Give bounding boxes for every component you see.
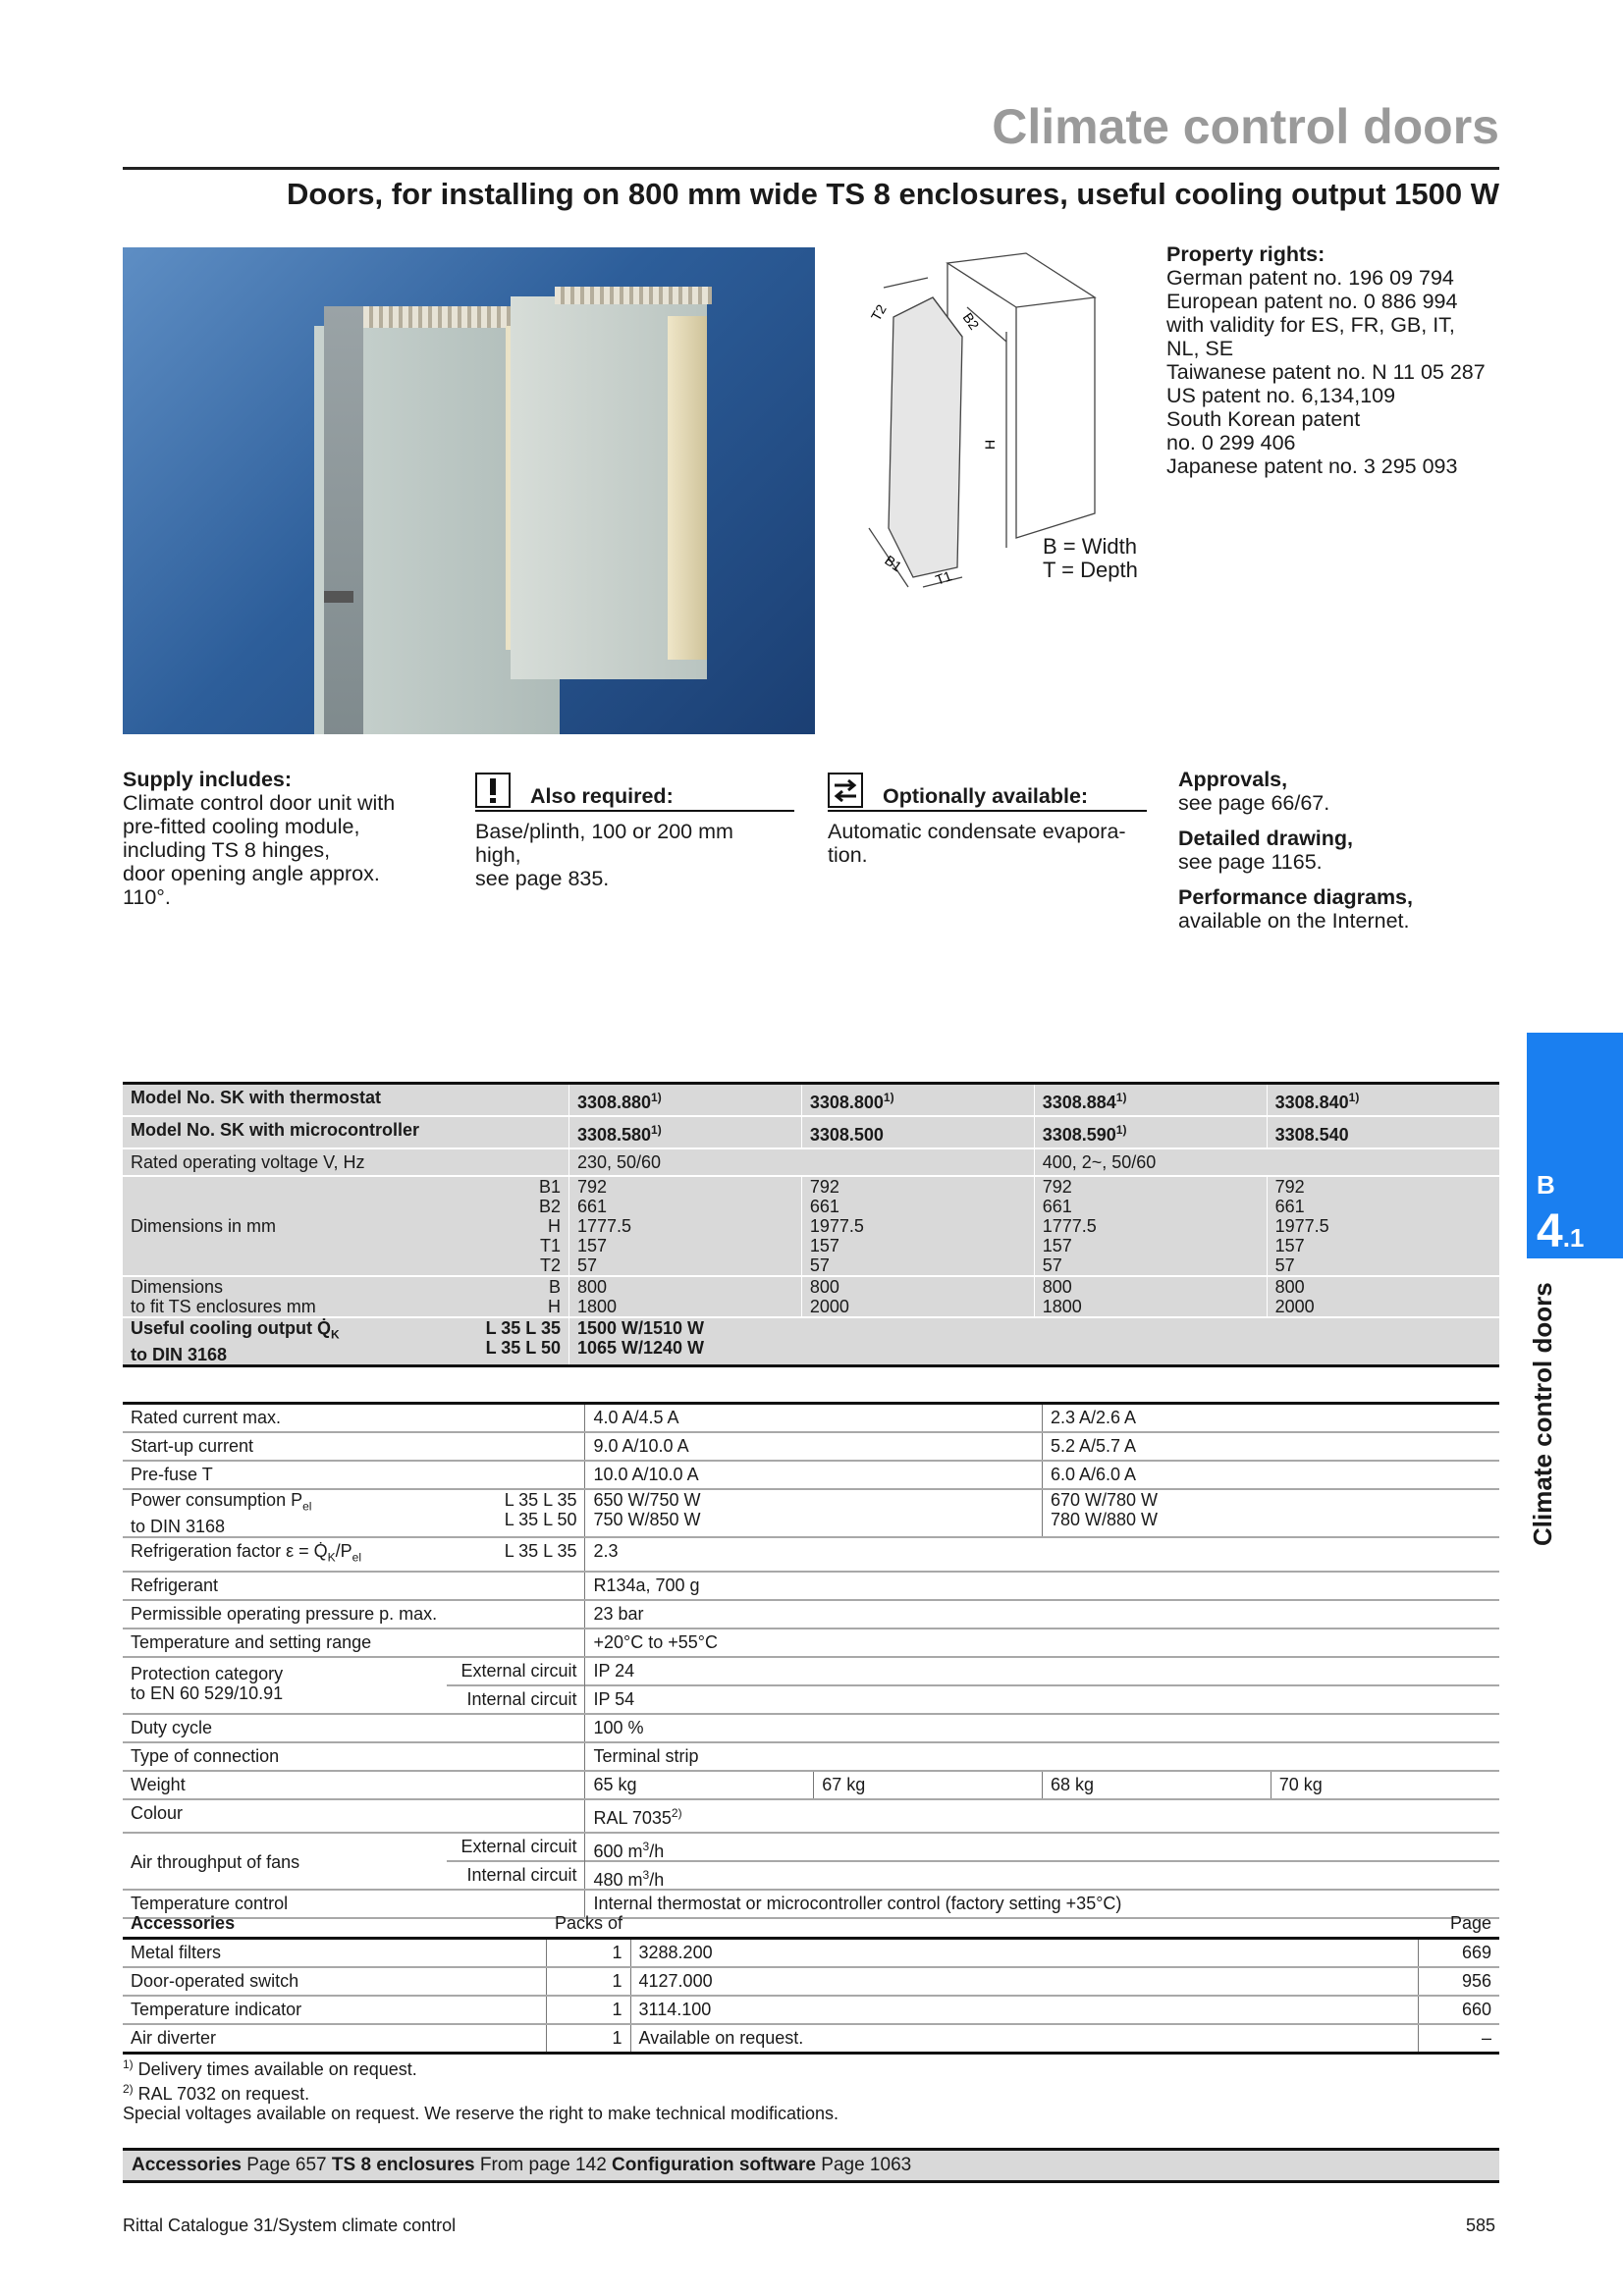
property-line: South Korean patent xyxy=(1166,407,1361,431)
table-row xyxy=(123,1600,1499,1629)
table-cell: 670 W/780 W 780 W/880 W xyxy=(1042,1489,1499,1537)
accessories-header xyxy=(123,1910,1499,1939)
table-row xyxy=(123,1317,1499,1365)
also-required-header xyxy=(475,773,794,812)
supply-line: pre-fitted cooling module, xyxy=(123,815,360,838)
property-line: Japanese patent no. 3 295 093 xyxy=(1166,454,1458,478)
label-b1: B1 xyxy=(882,552,905,575)
supply-line: 110°. xyxy=(123,885,171,909)
label-h: H xyxy=(982,439,998,450)
table-cell: 800 2000 xyxy=(1267,1276,1499,1317)
door-label-plate xyxy=(324,591,353,603)
circuit-labels: External circuit Internal circuit xyxy=(447,1834,584,1889)
also-required-line: Base/plinth, 100 or 200 mm xyxy=(475,820,733,843)
optionally-heading: Optionally available: xyxy=(882,784,1089,808)
spec-table-details xyxy=(123,1402,1499,1919)
optionally-available xyxy=(828,773,1147,867)
table-cell: 1500 W/1510 W 1065 W/1240 W xyxy=(568,1317,1499,1365)
info-links xyxy=(1178,768,1502,933)
cooling-label-cell xyxy=(123,1317,568,1365)
table-cell: 800 1800 xyxy=(1034,1276,1267,1317)
dimensions-keys: B1 B2 H T1 T2 xyxy=(538,1177,561,1275)
packs-heading: Packs of xyxy=(547,1910,630,1939)
table-cell: 650 W/750 W 750 W/850 W xyxy=(585,1489,1042,1537)
vent-grille-right xyxy=(555,287,712,304)
optionally-line: Automatic condensate evapora- xyxy=(828,820,1126,843)
table-cell: 5.2 A/5.7 A xyxy=(1042,1432,1499,1461)
table-cell: 3308.800$^{1)}$ xyxy=(801,1084,1034,1117)
row-label: Temperature and setting range xyxy=(123,1629,585,1657)
table-cell: 65 kg xyxy=(585,1771,814,1799)
table-cell: 3308.580$^{1)}$ xyxy=(568,1116,801,1148)
property-line: with validity for ES, FR, GB, IT, xyxy=(1166,313,1455,337)
table-row xyxy=(123,1537,1499,1573)
product-photo xyxy=(123,247,815,734)
fit-label-cell xyxy=(123,1276,568,1317)
property-line: NL, SE xyxy=(1166,337,1234,360)
accessories-table xyxy=(123,1910,1499,2055)
cross-reference-bar: Accessories Page 657 TS 8 enclosures From page 142 Configuration software Page 1063 xyxy=(123,2148,1499,2183)
property-line: US patent no. 6,134,109 xyxy=(1166,384,1396,407)
supply-line: including TS 8 hinges, xyxy=(123,838,331,862)
thermostat-label: Model No. SK with thermostat xyxy=(123,1084,568,1117)
table-cell: 68 kg xyxy=(1042,1771,1271,1799)
table-cell: +20°C to +55°C xyxy=(585,1629,1499,1657)
table-cell: 230, 50/60 xyxy=(568,1148,1034,1176)
row-label: Duty cycle xyxy=(123,1714,585,1742)
cooling-label: Useful cooling output $Q̇_K$ to DIN 3168 xyxy=(131,1318,340,1364)
row-label: Permissible operating pressure p. max. xyxy=(123,1600,585,1629)
table-cell: 70 kg xyxy=(1271,1771,1499,1799)
property-rights xyxy=(1166,242,1510,478)
table-cell: 2.3 xyxy=(585,1537,1499,1573)
table-cell: 800 2000 xyxy=(801,1276,1034,1317)
footer-catalogue: Rittal Catalogue 31/System climate control xyxy=(123,2216,457,2235)
accessories-heading: Accessories xyxy=(123,1910,547,1939)
protection-cell xyxy=(123,1657,585,1714)
air-cell xyxy=(123,1833,585,1890)
fit-keys: B H xyxy=(547,1277,561,1316)
table-cell: 6.0 A/6.0 A xyxy=(1042,1461,1499,1489)
table-row: Air diverter 1 Available on request. – xyxy=(123,2024,1499,2054)
table-cell: 4.0 A/4.5 A xyxy=(585,1404,1042,1433)
table-cell: 10.0 A/10.0 A xyxy=(585,1461,1042,1489)
table-row xyxy=(123,1714,1499,1742)
page-title: Climate control doors xyxy=(992,99,1499,154)
footnotes xyxy=(123,2055,839,2123)
dimensions-label-cell xyxy=(123,1176,568,1276)
table-row xyxy=(123,1629,1499,1657)
power-label-cell xyxy=(123,1489,585,1537)
power-keys: L 35 L 35 L 35 L 50 xyxy=(504,1490,577,1529)
fit-label: Dimensions to fit TS enclosures mm xyxy=(131,1277,316,1316)
also-required xyxy=(475,773,794,890)
dimension-legend xyxy=(1043,535,1138,582)
table-cell: 792 661 1977.5 157 57 xyxy=(1267,1176,1499,1276)
label-t2: T2 xyxy=(867,301,890,324)
protection-label: Protection category to EN 60 529/10.91 xyxy=(131,1664,284,1704)
row-label: Weight xyxy=(123,1771,585,1799)
chapter-vertical-label: Climate control doors xyxy=(1528,1282,1557,1546)
page-heading: Page xyxy=(1419,1910,1499,1939)
optionally-header xyxy=(828,773,1147,812)
row-label: Rated current max. xyxy=(123,1404,585,1433)
table-cell: RAL 7035$^{2)}$ xyxy=(585,1799,1499,1833)
legend-width: B = Width xyxy=(1043,534,1137,559)
table-row: Temperature indicator 1 3114.100 660 xyxy=(123,1996,1499,2024)
table-cell: 792 661 1777.5 157 57 xyxy=(568,1176,801,1276)
row-label: Start-up current xyxy=(123,1432,585,1461)
also-required-line: high, xyxy=(475,843,521,867)
spec-table-models xyxy=(123,1082,1499,1367)
supply-includes xyxy=(123,768,427,909)
property-line: European patent no. 0 886 994 xyxy=(1166,290,1458,313)
label-t1: T1 xyxy=(933,567,954,588)
approvals-heading: Approvals, xyxy=(1178,768,1288,791)
table-row xyxy=(123,1404,1499,1433)
supply-heading: Supply includes: xyxy=(123,768,293,791)
property-line: no. 0 299 406 xyxy=(1166,431,1296,454)
table-cell: 9.0 A/10.0 A xyxy=(585,1432,1042,1461)
table-cell: 3308.840$^{1)}$ xyxy=(1267,1084,1499,1117)
table-cell: 2.3 A/2.6 A xyxy=(1042,1404,1499,1433)
micro-label: Model No. SK with microcontroller xyxy=(123,1116,568,1148)
table-cell: 3308.884$^{1)}$ xyxy=(1034,1084,1267,1117)
footnote-2: $^{2)}$ RAL 7032 on request. xyxy=(123,2082,310,2104)
exclamation-icon xyxy=(475,773,511,808)
table-row xyxy=(123,1148,1499,1176)
property-rights-heading: Property rights: xyxy=(1166,242,1325,266)
cooling-keys: L 35 L 35 L 35 L 50 xyxy=(485,1318,561,1358)
table-cell: IP 24 IP 54 xyxy=(585,1657,1499,1714)
table-row xyxy=(123,1432,1499,1461)
table-cell: 600 $m^3/h$ 480 $m^3/h$ xyxy=(585,1833,1499,1890)
table-row xyxy=(123,1572,1499,1600)
table-cell: R134a, 700 g xyxy=(585,1572,1499,1600)
exchange-arrows-icon xyxy=(828,773,863,808)
table-cell: 800 1800 xyxy=(568,1276,801,1317)
property-line: Taiwanese patent no. N 11 05 287 xyxy=(1166,360,1486,384)
row-label: Pre-fuse T xyxy=(123,1461,585,1489)
drawing-heading: Detailed drawing, xyxy=(1178,827,1354,850)
row-label: Refrigeration factor $\varepsilon = Q̇_K/P_{el}$ xyxy=(123,1537,500,1573)
page-number: 585 xyxy=(1466,2216,1496,2235)
row-label: Colour xyxy=(123,1799,585,1833)
voltage-label: Rated operating voltage V, Hz xyxy=(123,1148,568,1176)
table-row xyxy=(123,1489,1499,1537)
table-row xyxy=(123,1771,1499,1799)
table-cell: 3308.500 xyxy=(801,1116,1034,1148)
circuit-labels: External circuit Internal circuit xyxy=(447,1658,584,1713)
table-row xyxy=(123,1116,1499,1148)
chapter-letter: B xyxy=(1537,1170,1555,1200)
table-cell: 400, 2~, 50/60 xyxy=(1034,1148,1499,1176)
table-row xyxy=(123,1742,1499,1771)
table-row xyxy=(123,1276,1499,1317)
chapter-number: 4.1 xyxy=(1537,1205,1585,1257)
table-cell: 3308.590$^{1)}$ xyxy=(1034,1116,1267,1148)
table-row: Metal filters 1 3288.200 669 xyxy=(123,1939,1499,1968)
perf-text: available on the Internet. xyxy=(1178,909,1410,933)
air-label: Air throughput of fans xyxy=(131,1852,300,1873)
row-label: Temperature control xyxy=(123,1890,585,1918)
power-label: Power consumption $P_{el}$ to DIN 3168 xyxy=(131,1490,312,1536)
table-cell: 792 661 1777.5 157 57 xyxy=(1034,1176,1267,1276)
row-label: Type of connection xyxy=(123,1742,585,1771)
dimensions-label: Dimensions in mm xyxy=(131,1216,277,1236)
chapter-tab xyxy=(1527,1033,1623,1258)
open-door-right-edge xyxy=(668,316,707,660)
property-line: German patent no. 196 09 794 xyxy=(1166,266,1454,290)
also-required-line: see page 835. xyxy=(475,867,610,890)
table-row xyxy=(123,1657,1499,1714)
perf-heading: Performance diagrams, xyxy=(1178,885,1413,909)
table-cell: 23 bar xyxy=(585,1600,1499,1629)
table-cell: 3308.540 xyxy=(1267,1116,1499,1148)
table-cell: 67 kg xyxy=(814,1771,1043,1799)
table-cell: 3308.880$^{1)}$ xyxy=(568,1084,801,1117)
table-row xyxy=(123,1461,1499,1489)
table-row xyxy=(123,1799,1499,1833)
table-cell: Terminal strip xyxy=(585,1742,1499,1771)
enclosure-side-left xyxy=(324,306,363,734)
optionally-line: tion. xyxy=(828,843,868,867)
legend-depth: T = Depth xyxy=(1043,558,1138,582)
row-key: L 35 L 35 xyxy=(500,1537,585,1573)
supply-line: Climate control door unit with xyxy=(123,791,396,815)
row-label: Refrigerant xyxy=(123,1572,585,1600)
approvals-text: see page 66/67. xyxy=(1178,791,1330,815)
table-row xyxy=(123,1176,1499,1276)
table-cell: 792 661 1977.5 157 57 xyxy=(801,1176,1034,1276)
footnote-1: $^{1)}$ Delivery times available on request. xyxy=(123,2057,417,2079)
table-row: Door-operated switch 1 4127.000 956 xyxy=(123,1967,1499,1996)
drawing-text: see page 1165. xyxy=(1178,850,1323,874)
label-b2: B2 xyxy=(959,309,983,333)
footnote-3: Special voltages available on request. We reserve the right to make technical modifications. xyxy=(123,2104,839,2123)
table-row xyxy=(123,1833,1499,1890)
also-required-heading: Also required: xyxy=(529,784,674,808)
table-cell: Internal thermostat or microcontroller control (factory setting +35°C) xyxy=(585,1890,1499,1918)
page-subtitle: Doors, for installing on 800 mm wide TS 8 enclosures, useful cooling output 1500 W xyxy=(286,177,1499,211)
table-row xyxy=(123,1084,1499,1117)
title-rule xyxy=(123,167,1499,170)
table-cell: 100 % xyxy=(585,1714,1499,1742)
supply-line: door opening angle approx. xyxy=(123,862,380,885)
